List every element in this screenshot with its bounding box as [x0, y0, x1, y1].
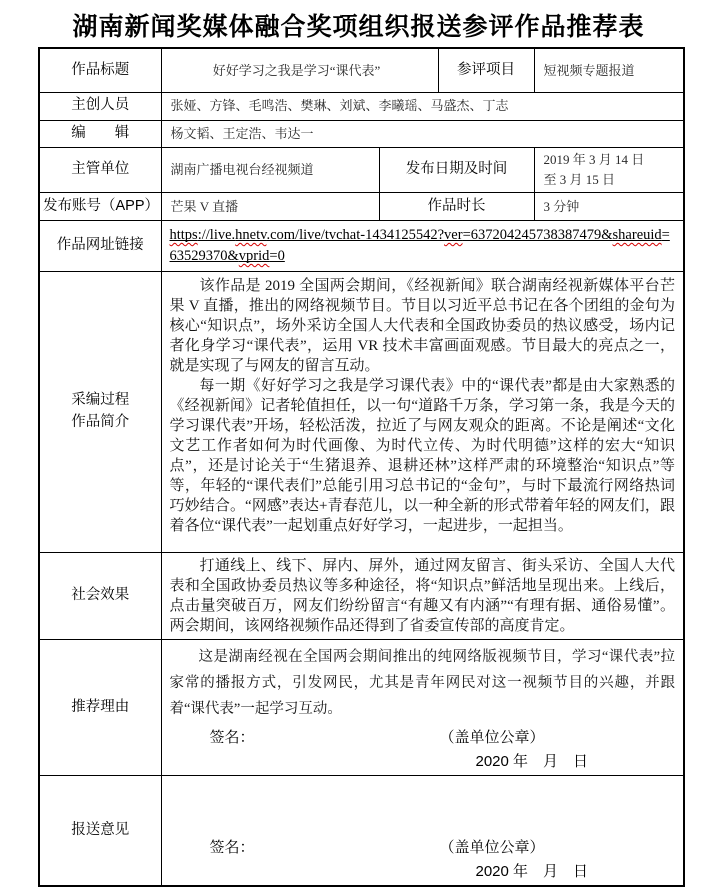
- intro-text: 该作品是 2019 全国两会期间，《经视新闻》联合湖南经视新媒体平台芒果 V 直播，推出的网络视频节目。节目以习近平总书记在各个团组的金句为核心“知识点”，场外采访全国人大代表和全国政协委员的热议感受，场内记者化身学习“课代表”，运用 VR 技术丰富画面观感。节目最大的亮点之一，就是实现了与网友的留言互动。 每一期《好好学习之我是学习课代表》中的“课代表”都是由大家熟悉的《经视新闻》记者轮值担任，以一句“道路千万条，学习第一条，我是今天的学习课代表”开场，轻松活泼，拉近了与网友观众的距离。不论是阐述“文化文艺工作者如何为时代画像、为时代立传、为时代明德”这样的宏大“知识点”，还是讨论关于“生猪退养、退耕还林”这样严肃的环境整治“知识点”等等，年轻的“课代表们”总能引用习总书记的“金句”，与时下最流行网络热词巧妙结合。“网感”表达+青春范儿，以一种全新的形式带着年轻的网友们，跟着各位“课代表”一起划重点好好学习，一起进步，一起担当。: [161, 271, 684, 552]
- row-submission-opinion: [39, 775, 684, 886]
- row-intro: [39, 271, 684, 552]
- publish-account-label: 发布账号（APP）: [39, 192, 161, 220]
- row-publish-account: [39, 192, 684, 220]
- recommendation-text: 这是湖南经视在全国两会期间推出的纯网络版视频节目，学习“课代表”拉家常的播报方式，引发网民，尤其是青年网民对这一视频节目的兴趣，并跟着“课代表”一起学习互动。: [169, 648, 676, 717]
- submission-date-line: 2020 年 月 日: [475, 862, 589, 880]
- submission-opinion-label: 报送意见: [39, 775, 161, 886]
- work-title-label: 作品标题: [39, 48, 161, 92]
- recommendation-seal-label: （盖单位公章）: [439, 728, 545, 746]
- row-work-title: [39, 48, 684, 92]
- row-url: [39, 220, 684, 271]
- work-title-value: 好好学习之我是学习“课代表”: [161, 48, 438, 92]
- row-recommendation: [39, 639, 684, 775]
- work-url-link[interactable]: https://live.hnetv.com/live/tvchat-1434125542?ver=637204245738387479&shareuid=63529370&vprid=0: [169, 226, 670, 264]
- publish-date-line1: 2019 年 3 月 14 日: [543, 151, 645, 167]
- page-title: 湖南新闻奖媒体融合奖项组织报送参评作品推荐表: [72, 13, 645, 41]
- publish-account-value: 芒果 V 直播: [161, 192, 379, 220]
- recommendation-form-table: [38, 47, 685, 887]
- creators-value: 张娅、方锋、毛鸣浩、樊琳、刘斌、李曦瑶、马盛杰、丁志: [161, 92, 684, 120]
- entry-category-label: 参评项目: [438, 48, 534, 92]
- supervisor-value: 湖南广播电视台经视频道: [161, 147, 379, 192]
- supervisor-label: 主管单位: [39, 147, 161, 192]
- recommendation-date-line: 2020 年 月 日: [475, 752, 589, 770]
- url-label: 作品网址链接: [39, 220, 161, 271]
- submission-opinion-cell: [161, 775, 684, 886]
- recommendation-cell: [161, 639, 684, 775]
- row-social-effect: [39, 552, 684, 639]
- publish-date-label: 发布日期及时间: [379, 147, 534, 192]
- recommendation-signature-label: 签名：: [209, 728, 255, 746]
- entry-category-value: 短视频专题报道: [534, 48, 684, 92]
- intro-label-line2: 作品简介: [71, 413, 130, 430]
- intro-label-line1: 采编过程: [71, 392, 130, 409]
- publish-date-value: [534, 147, 684, 192]
- editors-value: 杨文韬、王定浩、韦达一: [161, 120, 684, 147]
- creators-label: 主创人员: [39, 92, 161, 120]
- duration-label: 作品时长: [379, 192, 534, 220]
- submission-signature-label: 签名：: [209, 838, 255, 856]
- recommendation-label: 推荐理由: [39, 639, 161, 775]
- recommendation-form-page: [0, 7, 717, 880]
- recommendation-sign-block: [170, 726, 676, 771]
- duration-value: 3 分钟: [534, 192, 684, 220]
- publish-date-line2: 至 3 月 15 日: [543, 171, 616, 187]
- submission-sign-block: [170, 836, 676, 881]
- editors-label: 编 辑: [39, 120, 161, 147]
- intro-label: [39, 271, 161, 552]
- row-creators: [39, 92, 684, 120]
- row-editors: [39, 120, 684, 147]
- submission-seal-label: （盖单位公章）: [439, 838, 545, 856]
- social-effect-text: 打通线上、线下、屏内、屏外，通过网友留言、街头采访、全国人大代表和全国政协委员热议等多种途径，将“知识点”鲜活地呈现出来。上线后，点击量突破百万，网友们纷纷留言“有趣又有内涵”“有理有据、通俗易懂”。两会期间，该网络视频作品还得到了省委宣传部的高度肯定。: [161, 552, 684, 639]
- url-cell: [161, 220, 684, 271]
- row-supervisor: [39, 147, 684, 192]
- social-effect-label: 社会效果: [39, 552, 161, 639]
